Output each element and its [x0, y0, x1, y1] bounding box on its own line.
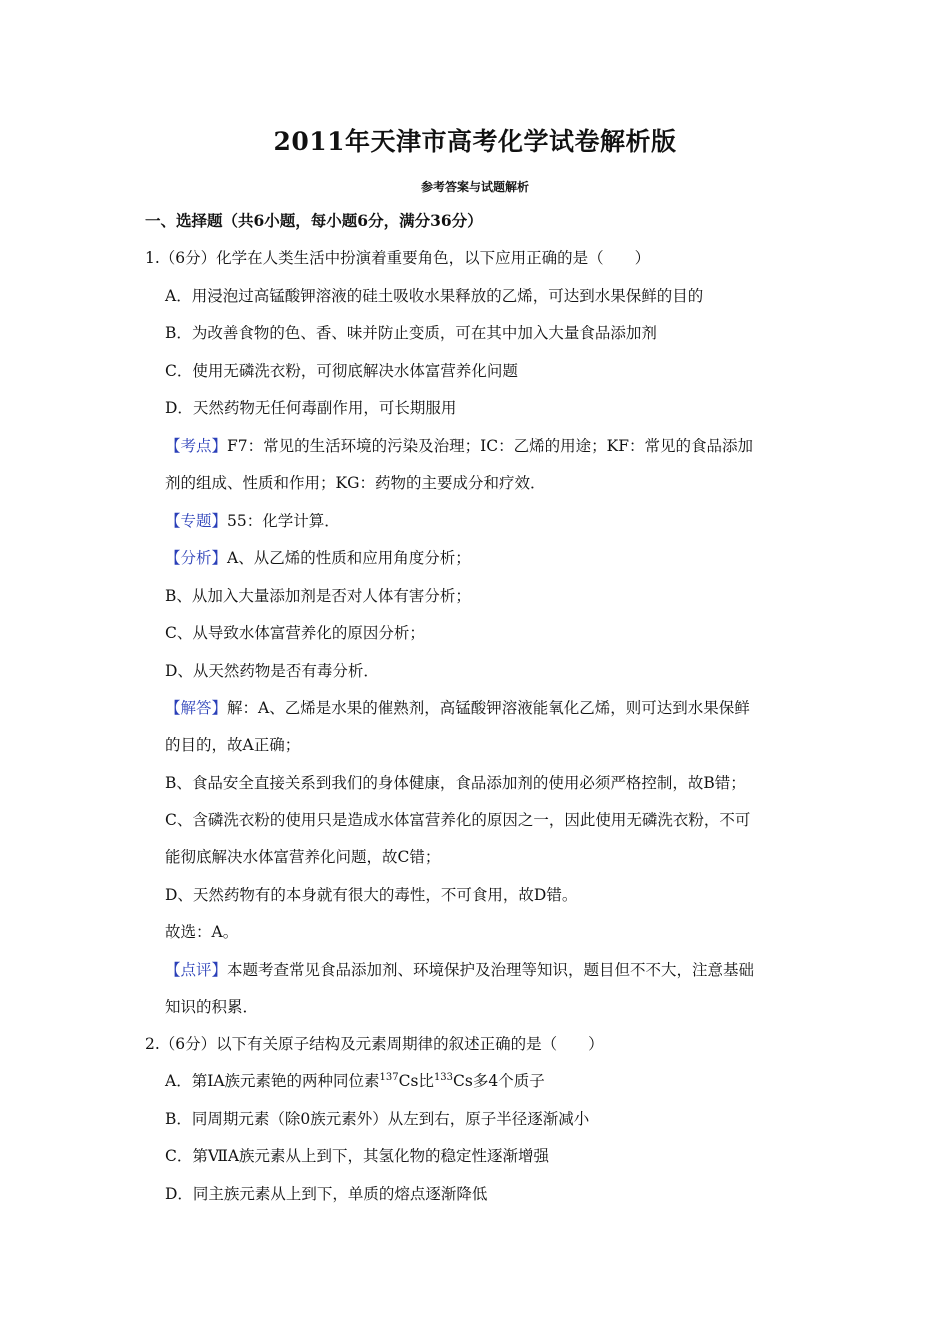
- q2-a-post: Cs多4个质子: [453, 1072, 545, 1090]
- q1-dianping: [165, 960, 754, 980]
- q1-fenxi-2: B、从加入大量添加剂是否对人体有害分析；: [165, 587, 471, 605]
- jieda-tag: 【解答】: [165, 699, 228, 717]
- q1-stem: 1.（6分）化学在人类生活中扮演着重要角色，以下应用正确的是（ ）: [145, 249, 651, 267]
- q1-kaodian-cont: 剂的组成、性质和作用；KG：药物的主要成分和疗效．: [165, 474, 546, 492]
- q1-jieda-3: B、食品安全直接关系到我们的身体健康，食品添加剂的使用必须严格控制，故B错；: [165, 774, 746, 792]
- q1-answer: 故选：A。: [165, 923, 239, 941]
- q1-option-d: D．天然药物无任何毒副作用，可长期服用: [165, 399, 457, 417]
- q2-a-mid: Cs比: [398, 1072, 434, 1090]
- jieda-text-1: 解：A、乙烯是水果的催熟剂，高锰酸钾溶液能氧化乙烯，则可达到水果保鲜: [227, 699, 750, 717]
- q2-option-d: D．同主族元素从上到下，单质的熔点逐渐降低: [165, 1185, 488, 1203]
- fenxi-text-1: A、从乙烯的性质和应用角度分析；: [227, 549, 471, 567]
- q2-option-b: B．同周期元素（除0族元素外）从左到右，原子半径逐渐减小: [165, 1110, 590, 1128]
- q1-jieda-5: 能彻底解决水体富营养化问题，故C错；: [165, 848, 441, 866]
- q1-fenxi-4: D、从天然药物是否有毒分析．: [165, 662, 379, 680]
- kaodian-tag: 【考点】: [165, 437, 228, 455]
- q1-fenxi: [165, 548, 471, 568]
- section-heading: 一、选择题（共6小题，每小题6分，满分36分）: [145, 211, 483, 230]
- dianping-tag: 【点评】: [165, 961, 228, 979]
- q1-dianping-2: 知识的积累．: [165, 998, 259, 1016]
- q1-jieda-6: D、天然药物有的本身就有很大的毒性，不可食用，故D错。: [165, 886, 578, 904]
- q1-fenxi-3: C、从导致水体富营养化的原因分析；: [165, 624, 425, 642]
- q2-stem: 2.（6分）以下有关原子结构及元素周期律的叙述正确的是（ ）: [145, 1035, 604, 1053]
- q1-kaodian: [165, 436, 753, 456]
- q1-option-c: C．使用无磷洗衣粉，可彻底解决水体富营养化问题: [165, 362, 518, 380]
- q2-option-c: C．第ⅦA族元素从上到下，其氢化物的稳定性逐渐增强: [165, 1147, 550, 1165]
- q2-option-a: [165, 1071, 545, 1091]
- q1-zhuanti: [165, 511, 340, 531]
- dianping-text-1: 本题考查常见食品添加剂、环境保护及治理等知识，题目但不不大，注意基础: [227, 961, 755, 979]
- q1-option-a: A．用浸泡过高锰酸钾溶液的硅土吸收水果释放的乙烯，可达到水果保鲜的目的: [165, 287, 704, 305]
- q2-a-mass-137: 137: [379, 1071, 399, 1083]
- document-title: 2011年天津市高考化学试卷解析版: [273, 127, 677, 156]
- q1-jieda: [165, 698, 750, 718]
- q2-a-pre: A．第IA族元素铯的两种同位素: [165, 1072, 380, 1090]
- q1-jieda-2: 的目的，故A正确；: [165, 736, 301, 754]
- zhuanti-tag: 【专题】: [165, 512, 228, 530]
- q1-option-b: B．为改善食物的色、香、味并防止变质，可在其中加入大量食品添加剂: [165, 324, 657, 342]
- q1-jieda-4: C、含磷洗衣粉的使用只是造成水体富营养化的原因之一，因此使用无磷洗衣粉，不可: [165, 811, 751, 829]
- q2-a-mass-133: 133: [433, 1071, 454, 1083]
- document-subtitle: 参考答案与试题解析: [420, 180, 529, 194]
- fenxi-tag: 【分析】: [165, 549, 228, 567]
- kaodian-text-1: F7：常见的生活环境的污染及治理；IC：乙烯的用途；KF：常见的食品添加: [227, 437, 753, 455]
- zhuanti-text: 55：化学计算．: [227, 512, 340, 530]
